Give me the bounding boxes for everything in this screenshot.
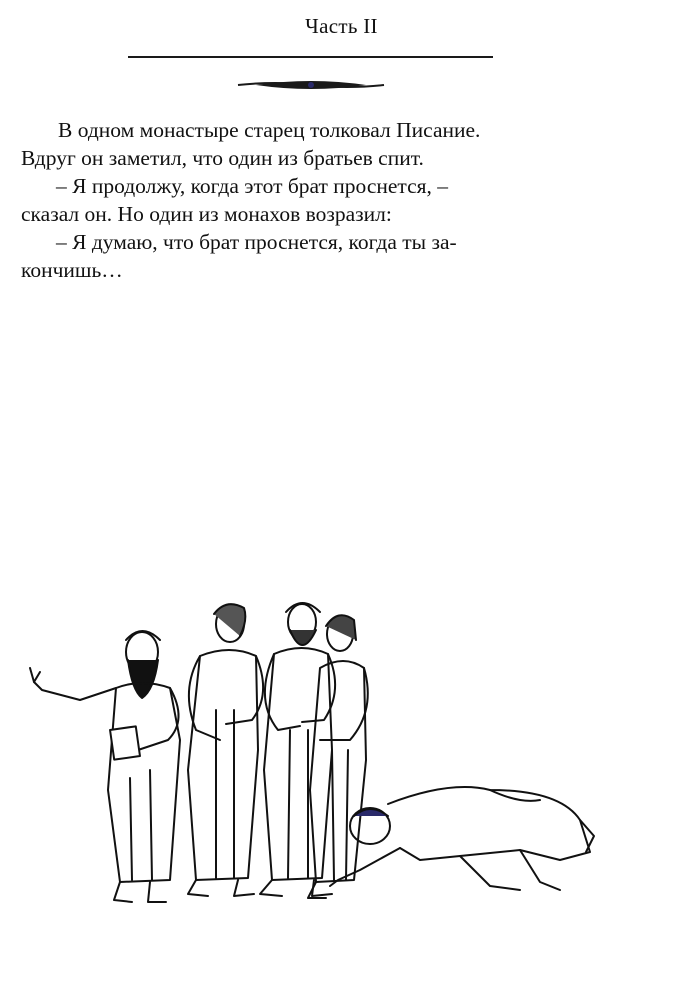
monk-figure-4 <box>308 615 368 898</box>
story-line: – Я думаю, что брат проснется, когда ты за- <box>56 230 457 254</box>
story-line: В одном монастыре старец толковал Писание. <box>58 118 481 142</box>
header-rule <box>128 56 493 58</box>
story-line: Вдруг он заметил, что один из братьев спит. <box>21 146 424 170</box>
monk-figure-2 <box>188 604 263 896</box>
story-line: кончишь… <box>21 258 123 282</box>
page-header: Часть II <box>305 14 378 38</box>
ornament-divider <box>236 78 386 92</box>
sleeping-monk-figure <box>330 787 594 890</box>
story-line: сказал он. Но один из монахов возразил: <box>21 202 392 226</box>
monk-figure-3 <box>260 603 335 896</box>
story-line: – Я продолжу, когда этот брат проснется, – <box>56 174 449 198</box>
monks-illustration <box>20 590 620 920</box>
story-text <box>21 116 618 284</box>
elder-figure <box>30 631 180 902</box>
